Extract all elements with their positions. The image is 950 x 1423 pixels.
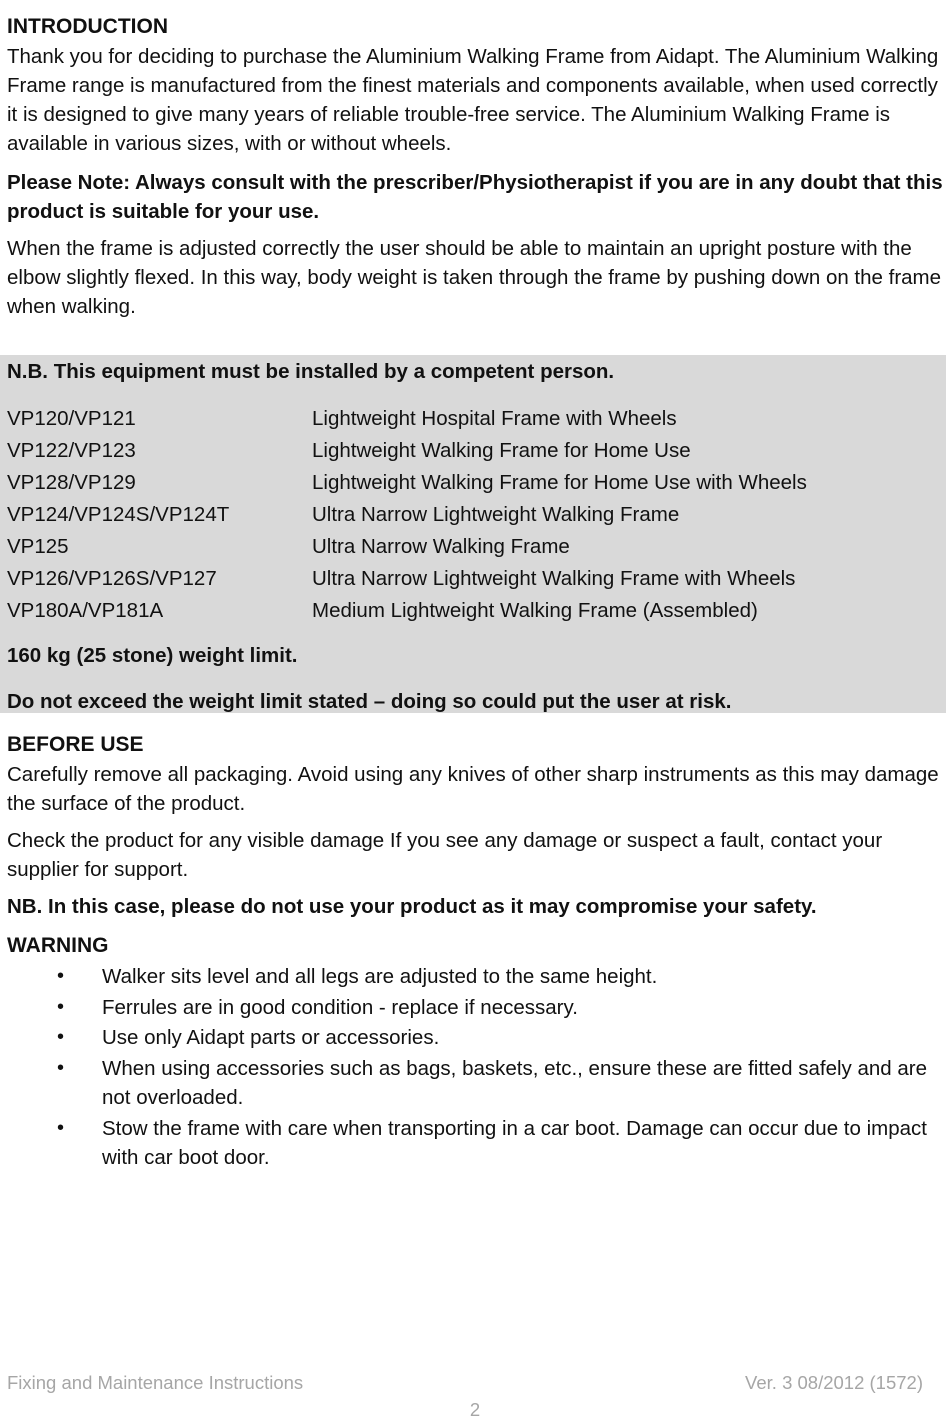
installation-notice: N.B. This equipment must be installed by a competent person. [7,360,615,383]
notice-box [0,355,946,713]
model-description: Lightweight Walking Frame for Home Use [312,439,691,462]
model-code: VP122/VP123 [7,439,136,462]
bullet-icon: • [57,995,65,1018]
page-footer [7,1370,923,1396]
list-item [7,1023,943,1053]
model-row [7,563,943,595]
introduction-heading: INTRODUCTION [7,15,168,38]
warning-heading: WARNING [7,934,109,957]
model-row [7,531,943,563]
weight-warning: Do not exceed the weight limit stated – doing so could put the user at risk. [7,690,732,713]
model-description: Ultra Narrow Lightweight Walking Frame [312,503,680,526]
page-number: 2 [469,1399,481,1420]
model-description: Medium Lightweight Walking Frame (Assembled) [312,599,758,622]
model-description: Ultra Narrow Lightweight Walking Frame with Wheels [312,567,796,590]
adjustment-paragraph: When the frame is adjusted correctly the user should be able to maintain an upright posture with the elbow slightly flexed. In this way, body weight is taken through the frame by pushing down on the frame when walking. [7,237,942,318]
bullet-icon: • [57,965,65,987]
model-code: VP124/VP124S/VP124T [7,503,230,526]
safety-notice: NB. In this case, please do not use your product as it may compromise your safety. [7,895,817,918]
model-row [7,467,943,499]
bullet-icon: • [57,1056,65,1079]
model-code: VP125 [7,535,69,558]
model-description: Ultra Narrow Walking Frame [312,535,570,558]
list-item-text: Stow the frame with care when transporting in a car boot. Damage can occur due to impact with car boot door. [102,1116,927,1169]
introduction-paragraph: Thank you for deciding to purchase the Aluminium Walking Frame from Aidapt. The Aluminium Walking Frame range is manufactured from the finest materials and components available, when used correctly it is designed to give many years of reliable trouble-free service. The Aluminium Walking Frame is available in various sizes, with or without wheels. [7,45,939,155]
model-code: VP126/VP126S/VP127 [7,567,217,590]
model-row [7,403,943,435]
footer-document-title: Fixing and Maintenance Instructions [7,1372,304,1393]
model-row [7,595,943,627]
list-item-text: When using accessories such as bags, baskets, etc., ensure these are fitted safely and are not overloaded. [102,1056,928,1109]
model-code: VP120/VP121 [7,407,136,430]
warning-list [7,962,943,1173]
footer-version: Ver. 3 08/2012 (1572) [745,1372,923,1393]
list-item-text: Use only Aidapt parts or accessories. [102,1026,440,1049]
model-row [7,499,943,531]
list-item-text: Walker sits level and all legs are adjusted to the same height. [102,965,658,988]
please-note: Please Note: Always consult with the prescriber/Physiotherapist if you are in any doubt that this product is suitable for your use. [7,171,943,223]
model-description: Lightweight Walking Frame for Home Use with Wheels [312,471,807,494]
before-use-paragraph: Carefully remove all packaging. Avoid using any knives of other sharp instruments as this may damage the surface of the product. [7,763,939,815]
model-code: VP180A/VP181A [7,599,164,622]
model-row [7,435,943,467]
model-code: VP128/VP129 [7,471,136,494]
model-description: Lightweight Hospital Frame with Wheels [312,407,677,430]
bullet-icon: • [57,1116,65,1139]
weight-limit: 160 kg (25 stone) weight limit. [7,644,298,667]
list-item-text: Ferrules are in good condition - replace if necessary. [102,995,578,1019]
list-item [7,1054,943,1113]
bullet-icon: • [57,1026,65,1048]
model-list [7,403,943,627]
introduction-section [7,12,943,321]
check-damage-paragraph: Check the product for any visible damage If you see any damage or suspect a fault, contact your supplier for support. [7,829,883,881]
before-use-heading: BEFORE USE [7,733,144,756]
before-use-section [7,730,943,1173]
list-item [7,993,943,1023]
list-item [7,1114,943,1173]
list-item [7,962,943,992]
